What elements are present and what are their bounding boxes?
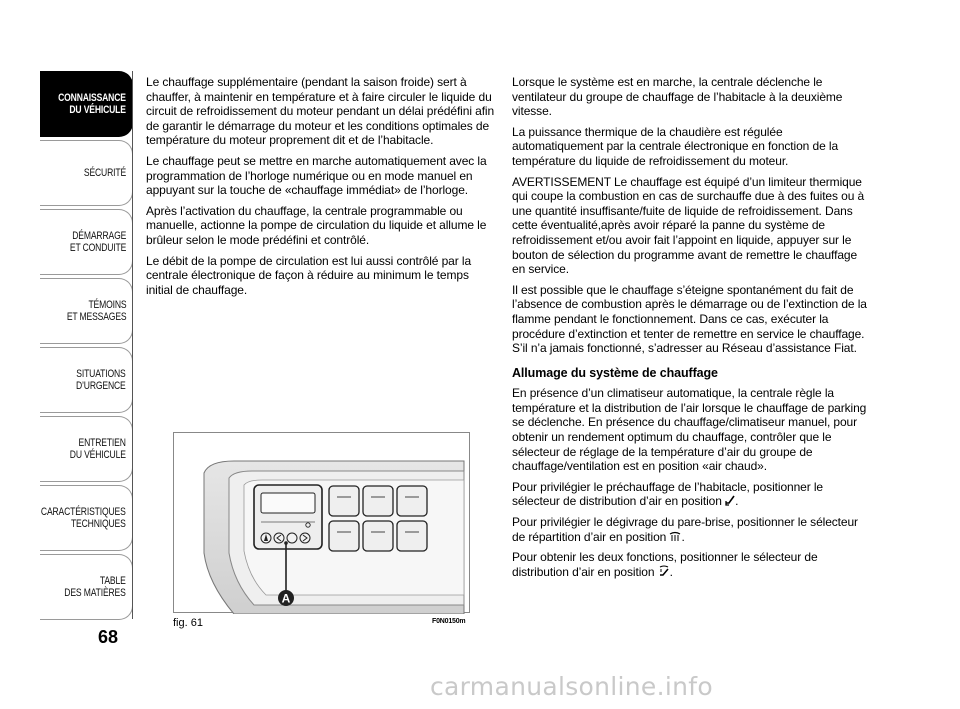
paragraph-text: Pour privilégier le préchauffage de l’habitacle, positionner le sélecteur de distribution d’air en position — [512, 479, 824, 509]
paragraph-both-position — [512, 550, 867, 579]
sidebar-divider — [132, 71, 133, 619]
tab-label: DÉMARRAGE ET CONDUITE — [69, 230, 126, 254]
end-mark: . — [681, 529, 685, 544]
tab-temoins-et-messages[interactable] — [40, 278, 133, 344]
windshield-and-feet-icon — [658, 565, 670, 577]
tab-label: ENTRETIEN DU VÉHICULE — [70, 437, 126, 461]
watermark: carmanualsonline.info — [430, 672, 713, 701]
tab-table-des-matieres[interactable] — [40, 554, 133, 620]
tab-connaissance-du-vehicule[interactable] — [40, 71, 133, 137]
paragraph: Le chauffage supplémentaire (pendant la saison froide) sert à chauffer, à maintenir en température et à faire circuler le liquide du circuit de refroidissement du moteur pendant un délai prédéfini afin de garantir le démarrage du moteur et les conditions optimales de température du moteur proprement dit et de l’habitacle. — [146, 75, 495, 148]
tab-label: TÉMOINS ET MESSAGES — [66, 299, 126, 323]
figure-heater-control-panel — [173, 432, 470, 613]
tab-label: CARACTÉRISTIQUES TECHNIQUES — [41, 506, 126, 530]
windshield-defrost-icon — [669, 531, 681, 542]
paragraph: La puissance thermique de la chaudière est régulée automatiquement par la centrale électronique en fonction de la température du liquide de refroidissement du moteur. — [512, 124, 839, 168]
paragraph: Il est possible que le chauffage s’éteigne spontanément du fait de l’absence de combustion après le démarrage ou de l’extinction de la flamme pendant le fonctionnement. Dans ce cas, exécuter la procédure d’extinction et tenter de remettre en service le chauffage. S’il n’a jamais fonctionné, s’adresser au Réseau d’assistance Fiat. — [512, 282, 867, 356]
paragraph-windshield-position — [512, 515, 867, 544]
paragraph: En présence d’un climatiseur automatique, la centrale règle la température et la distribution de l’air lorsque le chauffage de parking se déclenche. En présence du chauffage/climatiseur manuel, pour obtenir un rendement optimum du chauffage, contrôler que le sélecteur de réglage de la température d’air du groupe de chauffage/ventilation est en position «air chaud». — [512, 386, 867, 474]
tab-label: CONNAISSANCE DU VÉHICULE — [58, 92, 126, 116]
tab-securite[interactable] — [40, 140, 133, 206]
paragraph-text: Pour privilégier le dégivrage du pare-brise, positionner le sélecteur de répartition d’air en position — [512, 515, 858, 544]
end-mark: . — [669, 564, 673, 579]
right-column — [512, 75, 867, 585]
paragraph-feet-position — [512, 480, 867, 509]
paragraph: Lorsque le système est en marche, la centrale déclenche le ventilateur du groupe de chauffage de l’habitacle à la deuxième vitesse. — [512, 75, 843, 119]
tab-label: SÉCURITÉ — [83, 167, 126, 179]
tab-caracteristiques-techniques[interactable] — [40, 485, 133, 551]
tab-entretien-du-vehicule[interactable] — [40, 416, 133, 482]
left-column — [146, 75, 498, 303]
figure-caption: fig. 61 — [173, 617, 203, 629]
air-to-feet-icon — [725, 495, 735, 506]
callout-label: A — [281, 591, 291, 606]
tab-label: SITUATIONS D’URGENCE — [76, 368, 126, 392]
paragraph-text: Pour obtenir les deux fonctions, positionner le sélecteur de distribution d’air en position — [512, 550, 818, 579]
end-mark: . — [735, 494, 739, 509]
heater-control-panel-illustration — [174, 433, 471, 614]
figure-code: F0N0150m — [432, 618, 466, 625]
paragraph: Après l’activation du chauffage, la centrale programmable ou manuelle, actionne la pompe de circulation du liquide et allume le brûleur selon le mode prédéfini et contrôlé. — [146, 203, 487, 247]
paragraph: Le débit de la pompe de circulation est lui aussi contrôlé par la centrale électronique de façon à réduire au minimum le temps initial de chauffage. — [146, 253, 472, 297]
tab-situations-d-urgence[interactable] — [40, 347, 133, 413]
warning-paragraph: AVERTISSEMENT Le chauffage est équipé d’un limiteur thermique qui coupe la combustion en cas de surchauffe due à des fuites ou à une quantité insuffisante/fuite de liquide de refroidissement. Dans cette éventualité,après avoir réparé la panne du système de refroidissement et/ou avoir fait l’appoint en liquide, appuyer sur le bouton de sélection du programme avant de remettre le chauffage en service. — [512, 174, 865, 277]
section-heading: Allumage du système de chauffage — [512, 365, 718, 380]
paragraph: Le chauffage peut se mettre en marche automatiquement avec la programmation de l’horloge numérique ou en mode manuel en appuyant sur la touche de «chauffage immédiat» de l’horloge. — [146, 153, 487, 198]
page-number: 68 — [98, 627, 119, 647]
tab-label: TABLE DES MATIÈRES — [64, 575, 126, 599]
tab-demarrage-et-conduite[interactable] — [40, 209, 133, 275]
